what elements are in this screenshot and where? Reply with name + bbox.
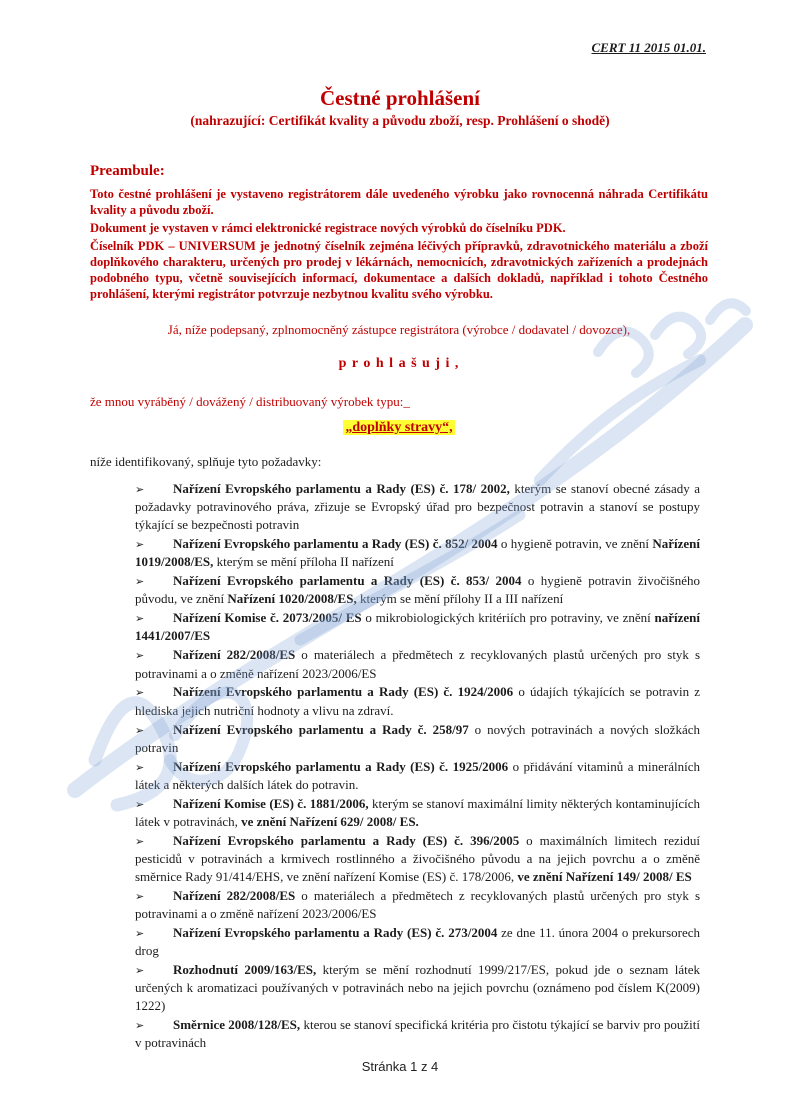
- requirements-list: [90, 480, 708, 1052]
- product-type-highlight-row: [90, 418, 708, 436]
- page-title: Čestné prohlášení: [319, 86, 481, 110]
- requirement-item: [135, 572, 700, 608]
- bullet-arrow-icon: ➢: [135, 576, 145, 589]
- requirement-name: Nařízení Evropského parlamentu a Rady (ES) č. 273/2004: [173, 925, 498, 941]
- requirement-item: [135, 795, 700, 831]
- requirement-name: Nařízení Evropského parlamentu a Rady (ES) č. 1925/2006: [173, 758, 509, 774]
- requirement-item: [135, 535, 700, 571]
- requirement-name: Nařízení Komise č. 2073/2005/ ES: [173, 610, 362, 626]
- bullet-arrow-icon: ➢: [135, 613, 145, 626]
- preamble-paragraph: Toto čestné prohlášení je vystaveno registrátorem dále uvedeného výrobku jako rovnocenná náhrada Certifikátu kvality a původu zboží.: [90, 187, 708, 217]
- requirement-name: Nařízení 1020/2008/ES,: [227, 591, 357, 607]
- requirement-name: Nařízení Evropského parlamentu a Rady č. 258/97: [173, 721, 469, 737]
- declaration-intro: Já, níže podepsaný, zplnomocněný zástupce registrátora (výrobce / dodavatel / dovozce),: [167, 322, 631, 337]
- requirement-description: o materiálech a předmětech z recyklovaných plastů určených pro styk s potravinami a o změně nařízení 2023/2006/ES: [135, 647, 700, 681]
- document-header: [0, 0, 800, 56]
- requirement-description: kterou se stanoví specifická kritéria pro čistotu týkající se barviv pro použití v potravinách: [135, 1017, 700, 1051]
- requirement-description: kterým se stanoví obecné zásady a požadavky potravinového práva, zřizuje se Evropský úřad pro bezpečnost potravin a stanoví se postupy týkající se bezpečnosti potravin: [135, 481, 701, 533]
- bullet-arrow-icon: ➢: [135, 1020, 145, 1033]
- requirement-description: kterým se mění příloha II nařízení: [213, 554, 394, 570]
- requirement-name: Nařízení 282/2008/ES: [173, 887, 296, 903]
- requirement-name: ve znění Nařízení 149/ 2008/ ES: [517, 869, 692, 885]
- requirement-name: Nařízení 1019/2008/ES,: [135, 536, 700, 570]
- bullet-arrow-icon: ➢: [135, 928, 145, 941]
- page-subtitle: (nahrazující: Certifikát kvality a původu zboží, resp. Prohlášení o shodě): [190, 113, 610, 128]
- requirement-item: [135, 609, 700, 645]
- preamble-paragraph: Číselník PDK – UNIVERSUM je jednotný číselník zejména léčivých přípravků, zdravotnického materiálu a zboží doplňkového charakteru, určených pro prodej v lékárnách, nemocnicích, zdravotnických zařízeních a prodejnách podobného typu, včetně souvisejících informací, dokumentace a dalších dokladů, například i tohoto Čestného prohlášení, kterými registrátor potvrzuje nezbytnou kvalitu svého výrobku.: [90, 239, 708, 301]
- bullet-arrow-icon: ➢: [135, 687, 145, 700]
- requirements-lead: níže identifikovaný, splňuje tyto požadavky:: [90, 454, 322, 469]
- preamble-heading: Preambule:: [90, 163, 165, 179]
- requirement-item: [135, 721, 700, 757]
- requirement-description: o údajích týkajících se potravin z hlediska jejich nutriční hodnoty a vlivu na zdraví.: [135, 684, 700, 718]
- requirement-item: [135, 480, 700, 534]
- bullet-arrow-icon: ➢: [135, 798, 145, 811]
- requirement-description: o přidávání vitaminů a minerálních látek a některých dalších látek do potravin.: [135, 758, 700, 792]
- requirement-description: kterým se mění rozhodnutí 1999/217/ES, pokud jde o seznam látek určených k aromatizaci používaných v potravinách nebo na jejich povrchu (oznámeno pod číslem K(2009) 1222): [135, 962, 700, 1014]
- requirement-description: ze dne 11. února 2004 o prekursorech drog: [135, 925, 700, 959]
- product-type-line: že mnou vyráběný / dovážený / distribuovaný výrobek typu:_: [90, 394, 410, 409]
- requirement-item: [135, 758, 700, 794]
- preamble-section: [90, 186, 708, 302]
- requirement-name: Směrnice 2008/128/ES,: [173, 1017, 301, 1033]
- requirement-item: [135, 961, 700, 1015]
- bullet-arrow-icon: ➢: [135, 890, 145, 903]
- requirement-item: [135, 832, 700, 886]
- requirement-name: Nařízení Evropského parlamentu a Rady (ES) č. 396/2005: [173, 832, 520, 848]
- bullet-arrow-icon: ➢: [135, 965, 145, 978]
- requirement-item: [135, 683, 700, 719]
- requirement-description: o mikrobiologických kritériích pro potraviny, ve znění: [361, 610, 655, 626]
- bullet-arrow-icon: ➢: [135, 835, 145, 848]
- requirement-description: kterým se mění přílohy II a III nařízení: [356, 591, 564, 607]
- requirement-item: [135, 924, 700, 960]
- requirement-description: o materiálech a předmětech z recyklovaných plastů určených pro styk s potravinami a o změně nařízení 2023/2006/ES: [135, 887, 700, 922]
- requirement-description: o nových potravinách a nových složkách potravin: [135, 721, 700, 755]
- requirement-description: o hygieně potravin, ve znění: [497, 536, 653, 552]
- declaration-verb: p r o h l a š u j i ,: [338, 356, 460, 371]
- requirement-name: Nařízení Evropského parlamentu a Rady (ES) č. 853/ 2004: [173, 573, 522, 589]
- requirement-item: [135, 1016, 700, 1052]
- requirement-name: ve znění Nařízení 629/ 2008/ ES.: [241, 813, 419, 829]
- requirement-item: [135, 887, 700, 923]
- requirement-name: Nařízení Komise (ES) č. 1881/2006,: [173, 795, 369, 811]
- requirement-name: nařízení 1441/2007/ES: [135, 610, 700, 644]
- page-number: Stránka 1 z 4: [361, 1059, 439, 1074]
- requirement-name: Nařízení Evropského parlamentu a Rady (ES) č. 1924/2006: [173, 684, 514, 700]
- preamble-paragraph: Dokument je vystaven v rámci elektronické registrace nových výrobků do číselníku PDK.: [90, 221, 566, 235]
- document-reference: CERT 11 2015 01.01.: [591, 40, 706, 55]
- bullet-arrow-icon: ➢: [135, 724, 145, 737]
- bullet-arrow-icon: ➢: [135, 650, 145, 663]
- bullet-arrow-icon: ➢: [135, 539, 145, 552]
- requirement-name: Nařízení Evropského parlamentu a Rady (ES) č. 178/ 2002,: [173, 481, 510, 496]
- document-body: [0, 163, 800, 1052]
- product-type-value: „doplňky stravy“,: [345, 420, 453, 435]
- requirement-name: Rozhodnutí 2009/163/ES,: [173, 962, 317, 978]
- bullet-arrow-icon: ➢: [135, 761, 145, 774]
- requirement-description: o hygieně potravin živočišného původu, ve znění: [135, 573, 700, 607]
- requirement-item: [135, 646, 700, 682]
- requirement-description: o maximálních limitech reziduí pesticidů v potravinách a krmivech rostlinného a živočišného původu a na jejich povrchu a o změně směrnice Rady 91/414/EHS, ve znění nařízení Komise (ES) č. 178/2006,: [135, 832, 701, 885]
- bullet-arrow-icon: ➢: [135, 484, 145, 496]
- requirement-name: Nařízení 282/2008/ES: [173, 647, 296, 663]
- requirement-description: kterým se stanoví maximální limity některých kontaminujících látek v potravinách,: [135, 795, 700, 829]
- requirement-name: Nařízení Evropského parlamentu a Rady (ES) č. 852/ 2004: [173, 536, 498, 552]
